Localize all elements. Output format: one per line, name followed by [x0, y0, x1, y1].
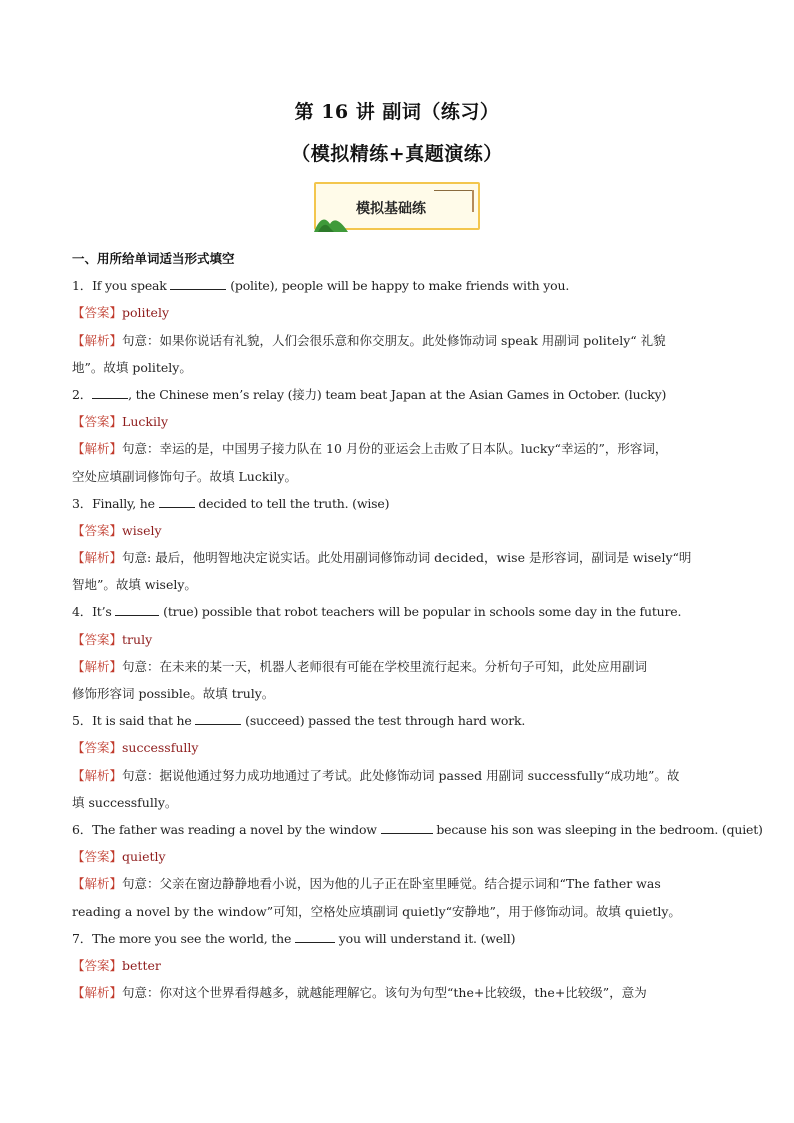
analysis-line: 【解析】句意：如果你说话有礼貌，人们会很乐意和你交朋友。此处修饰动词 speak 用副词 politely“ 礼貌 — [72, 332, 666, 348]
answer-blank — [170, 277, 226, 290]
answer-blank — [115, 603, 159, 616]
answer-value: wisely — [122, 522, 162, 538]
section-badge — [314, 182, 480, 230]
answer-value: quietly — [122, 849, 166, 865]
answer-value: politely — [122, 305, 170, 321]
analysis-line: 【解析】句意：父亲在窗边静静地看小说，因为他的儿子正在卧室里睡觉。结合提示词和“The father was — [72, 876, 661, 892]
answer-blank — [195, 712, 241, 725]
analysis-line-cont: 填 successfully。 — [72, 794, 178, 810]
answer-blank — [295, 930, 335, 943]
analysis-line: 【解析】句意: 最后，他明智地决定说实话。此处用副词修饰动词 decided，wise 是形容词，副词是 wisely“明 — [72, 550, 692, 566]
analysis-line: 【解析】句意：据说他通过努力成功地通过了考试。此处修饰动词 passed 用副词 successfully“成功地”。故 — [72, 767, 680, 783]
question: 2． , the Chinese men’s relay (接力) team beat Japan at the Asian Games in October. (lucky) — [72, 386, 667, 402]
question: 5．It is said that he (succeed) passed the test through hard work. — [72, 713, 526, 729]
question: 3．Finally, he decided to tell the truth. (wise) — [72, 495, 390, 511]
page-subtitle: （模拟精练+真题演练） — [291, 143, 503, 165]
exercise-content — [72, 245, 763, 1006]
page-title: 第 16 讲 副词（练习） — [294, 101, 500, 123]
section-heading: 一、用所给单词适当形式填空 — [72, 251, 235, 266]
badge-label: 模拟基础练 — [356, 201, 426, 217]
analysis-line-cont: reading a novel by the window”可知，空格处应填副词 quietly“安静地”，用于修饰动词。故填 quietly。 — [72, 903, 681, 919]
analysis-line: 【解析】句意：在未来的某一天，机器人老师很有可能在学校里流行起来。分析句子可知，此处应用副词 — [72, 658, 648, 674]
answer-line: 【答案】successfully — [72, 740, 199, 756]
answer-value: truly — [122, 631, 153, 647]
answer-line: 【答案】truly — [72, 631, 153, 647]
analysis-line-cont: 空处应填副词修饰句子。故填 Luckily。 — [72, 468, 297, 484]
answer-line: 【答案】quietly — [72, 849, 166, 865]
question: 4．It’s (true) possible that robot teachers will be popular in schools some day in the future. — [72, 604, 682, 620]
answer-line: 【答案】Luckily — [72, 414, 168, 430]
analysis-line: 【解析】句意：幸运的是，中国男子接力队在 10 月份的亚运会上击败了日本队。lucky“幸运的”，形容词， — [72, 441, 668, 457]
answer-value: successfully — [122, 740, 199, 756]
answer-blank — [92, 386, 128, 399]
question: 6．The father was reading a novel by the window because his son was sleeping in the bedroom. (quiet) — [72, 821, 763, 837]
answer-blank — [159, 495, 195, 508]
answer-blank — [381, 821, 433, 834]
analysis-line: 【解析】句意：你对这个世界看得越多，就越能理解它。该句为句型“the+比较级，the+比较级”，意为 — [72, 985, 647, 1001]
analysis-line-cont: 修饰形容词 possible。故填 truly。 — [72, 686, 275, 701]
question: 1．If you speak (polite), people will be happy to make friends with you. — [72, 278, 570, 294]
analysis-line-cont: 智地”。故填 wisely。 — [72, 577, 197, 593]
answer-value: better — [122, 957, 161, 973]
answer-line: 【答案】politely — [72, 305, 170, 321]
analysis-line-cont: 地”。故填 politely。 — [72, 359, 192, 375]
hills-icon — [314, 210, 348, 232]
answer-line: 【答案】better — [72, 957, 161, 973]
badge-decoration-bar — [472, 190, 474, 212]
question: 7．The more you see the world, the you will understand it. (well) — [72, 930, 516, 946]
badge-decoration-line — [434, 190, 474, 191]
answer-value: Luckily — [122, 414, 168, 430]
answer-line: 【答案】wisely — [72, 522, 162, 538]
